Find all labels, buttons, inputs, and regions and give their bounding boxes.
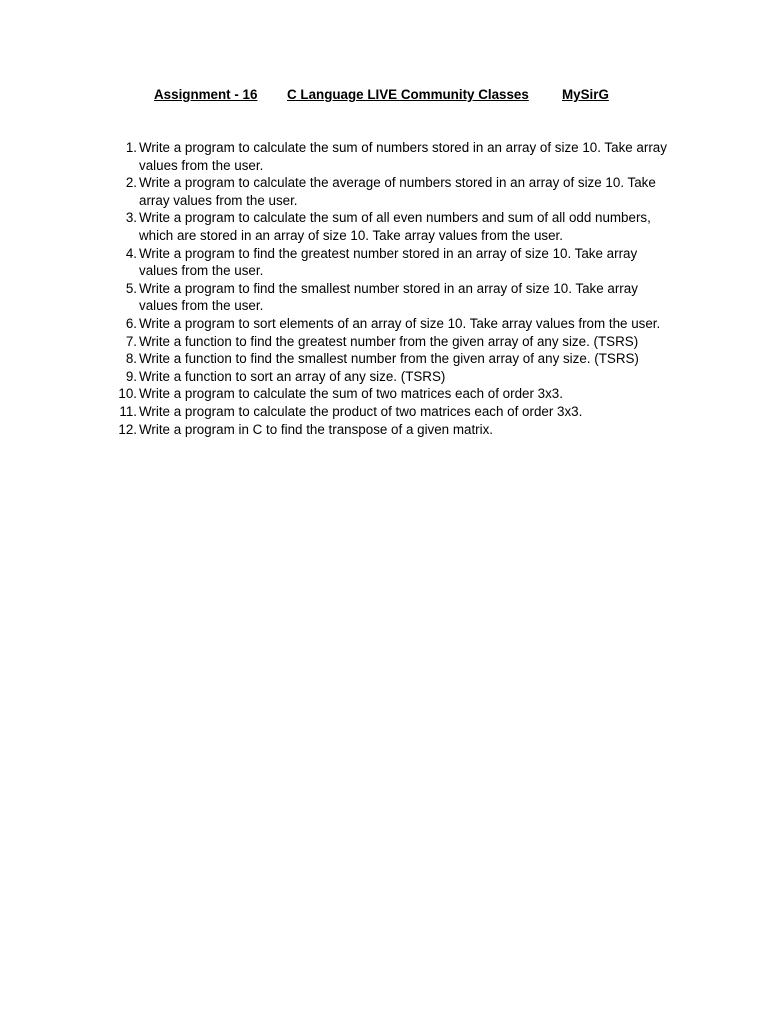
list-item — [108, 174, 668, 209]
list-item — [108, 421, 668, 439]
item-number: 9. — [125, 368, 137, 384]
course-title: C Language LIVE Community Classes — [287, 87, 529, 102]
item-number: 3. — [125, 210, 137, 226]
list-item — [108, 280, 668, 315]
item-text: Write a program to find the smallest number stored in an array of size 10. Take array values from the user. — [139, 280, 638, 314]
task-list — [108, 139, 668, 438]
item-text: Write a program to calculate the average of numbers stored in an array of size 10. Take array values from the user. — [139, 175, 656, 208]
item-text: Write a function to find the greatest number from the given array of any size. (TSRS) — [139, 333, 639, 349]
brand-name: MySirG — [562, 87, 609, 102]
item-text: Write a program to calculate the sum of numbers stored in an array of size 10. Take array values from the user. — [139, 140, 667, 173]
item-number: 8. — [125, 351, 137, 367]
item-text: Write a program to sort elements of an array of size 10. Take array values from the user. — [139, 315, 661, 331]
item-number: 4. — [125, 245, 137, 261]
item-text: Write a program to calculate the sum of all even numbers and sum of all odd numbers, which are stored in an array of size 10. Take array values from the user. — [139, 210, 651, 243]
list-item — [108, 209, 668, 244]
list-item — [108, 315, 668, 333]
item-text: Write a program to calculate the sum of two matrices each of order 3x3. — [139, 386, 563, 402]
item-text: Write a program in C to find the transpose of a given matrix. — [139, 421, 494, 437]
item-number: 6. — [125, 315, 137, 331]
list-item — [108, 333, 668, 351]
list-item — [108, 350, 668, 368]
item-text: Write a program to calculate the product of two matrices each of order 3x3. — [139, 403, 583, 419]
item-text: Write a function to sort an array of any size. (TSRS) — [139, 368, 446, 384]
list-item — [108, 368, 668, 386]
item-text: Write a program to find the greatest number stored in an array of size 10. Take array values from the user. — [139, 245, 638, 279]
item-text: Write a function to find the smallest number from the given array of any size. (TSRS) — [139, 351, 639, 367]
item-number: 7. — [125, 333, 137, 349]
assignment-title: Assignment - 16 — [154, 87, 258, 102]
item-number: 5. — [125, 280, 137, 296]
list-item — [108, 403, 668, 421]
list-item — [108, 139, 668, 174]
item-number: 12. — [118, 421, 137, 437]
item-number: 1. — [125, 140, 137, 155]
list-item — [108, 245, 668, 280]
list-item — [108, 385, 668, 403]
item-number: 10. — [118, 386, 137, 402]
item-number: 2. — [125, 175, 137, 191]
item-number: 11. — [119, 403, 137, 419]
